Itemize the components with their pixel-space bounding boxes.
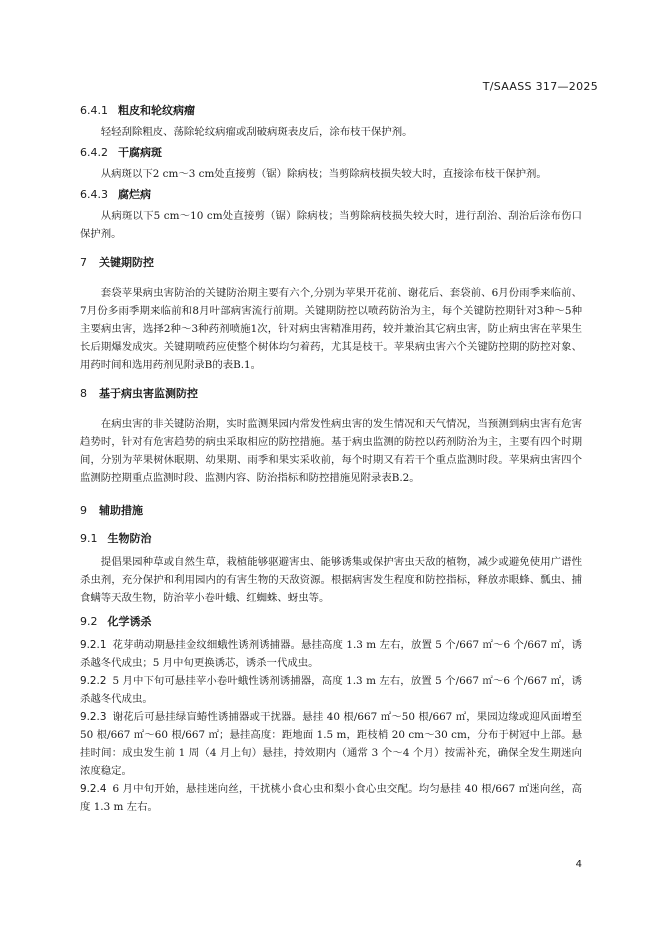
heading-number: 9.2 (80, 615, 98, 628)
item-number: 9.2.4 (80, 783, 107, 795)
item-number: 9.2.1 (80, 639, 107, 651)
list-item-9-2-4 (80, 780, 582, 816)
heading-title: 辅助措施 (99, 504, 143, 517)
heading-number: 6.4.3 (80, 188, 108, 201)
heading-number: 9.1 (80, 532, 98, 545)
page-number: 4 (575, 859, 582, 870)
heading-6-4-3 (80, 187, 582, 202)
item-text: 花芽萌动期悬挂金纹细蛾性诱剂诱捕器。悬挂高度 1.3 m 左右，放置 5 个/667 ㎡～6 个/667 ㎡，诱杀越冬代成虫；5 月中旬更换诱芯，诱杀一代成虫。 (80, 639, 582, 669)
heading-title: 化学诱杀 (107, 615, 152, 628)
paragraph-6-4-2: 从病斑以下2 cm～3 cm处直接剪（锯）除病枝；当剪除病枝损失较大时，直接涂布枝干保护剂。 (100, 168, 547, 180)
paragraph-8: 在病虫害的非关键防治期，实时监测果园内常发性病虫害的发生情况和天气情况，当预测到病虫害有危害趋势时，针对有危害趋势的病虫采取相应的防控措施。基于病虫监测的防控以药剂防治为主，主要有四个时期间，分别为苹果树休眠期、幼果期、雨季和果实采收前，每个时期又有若干个重点监测时段。苹果病虫害四个监测防控期重点监测时段、监测内容、防治指标和防控措施见附录表B.2。 (80, 418, 582, 484)
heading-9-1 (80, 531, 582, 546)
heading-number: 9 (80, 504, 87, 517)
heading-number: 7 (80, 256, 87, 269)
heading-title: 生物防治 (107, 532, 152, 545)
paragraph-6-4-1: 轻轻刮除粗皮、荡除轮纹病瘤或刮破病斑表皮后，涂布枝干保护剂。 (100, 126, 413, 138)
document-body (80, 103, 582, 816)
paragraph-6-4-3: 从病斑以下5 cm～10 cm处直接剪（锯）除病枝；当剪除病枝损失较大时，进行刮治、刮治后涂布伤口保护剂。 (80, 210, 582, 240)
list-item-9-2-1 (80, 636, 582, 672)
heading-number: 8 (80, 387, 87, 400)
paragraph-7: 套袋苹果病虫害防治的关键防治期主要有六个,分别为苹果开花前、谢花后、套袋前、6月份雨季来临前、7月份多雨季期来临前和8月叶部病害流行前期。关键期防控以喷药防治为主，每个关键防控期针对3种～5种主要病虫害，选择2种～3种药剂喷施1次，针对病虫害精准用药，较并兼治其它病虫害，防止病虫害在苹果生长后期爆发成灾。关键期喷药应使整个树体均匀着药，尤其是枝干。苹果病虫害六个关键防控期的防控对象、用药时间和选用药剂见附录B的表B.1。 (80, 287, 582, 371)
item-text: 谢花后可悬挂绿盲蝽性诱捕器或干扰器。悬挂 40 根/667 ㎡～50 根/667 ㎡，果园边缘或迎风面增至 50 根/667 ㎡～60 根/667 ㎡；悬挂高度：距地面 1.5 m，距枝梢 20 cm～30 cm，分布于树冠中上部。悬挂时间：成虫发生前 1 周（4 月上旬）悬挂，持效期内（通常 3 个～4 个月）按需补充，确保全发生期迷向浓度稳定。 (80, 711, 582, 777)
heading-title: 干腐病斑 (118, 146, 162, 159)
heading-number: 6.4.1 (80, 104, 108, 117)
item-text: 6 月中旬开始，悬挂迷向丝，干扰桃小食心虫和梨小食心虫交配。均匀悬挂 40 根/667 ㎡迷向丝，高度 1.3 m 左右。 (80, 783, 582, 813)
list-item-9-2-3 (80, 708, 582, 780)
item-number: 9.2.3 (80, 711, 107, 723)
heading-number: 6.4.2 (80, 146, 108, 159)
heading-title: 粗皮和轮纹病瘤 (118, 104, 195, 117)
item-number: 9.2.2 (80, 675, 107, 687)
document-code: T/SAASS 317—2025 (482, 80, 598, 93)
heading-9 (80, 503, 582, 518)
heading-8 (80, 386, 582, 401)
heading-title: 关键期防控 (99, 256, 154, 269)
heading-7 (80, 255, 582, 270)
heading-title: 腐烂病 (118, 188, 151, 201)
item-text: 5 月中下旬可悬挂苹小卷叶蛾性诱剂诱捕器，高度 1.3 m 左右，放置 5 个/667 ㎡～6 个/667 ㎡，诱杀越冬代成虫。 (80, 675, 582, 705)
paragraph-9-1: 提倡果园种草或自然生草，栽植能够驱避害虫、能够诱集或保护害虫天敌的植物，减少或避免使用广谱性杀虫剂，充分保护和利用园内的有害生物的天敌资源。根据病害发生程度和防控指标，释放赤眼蜂、瓢虫、捕食螨等天敌生物，防治苹小卷叶蛾、红蜘蛛、蚜虫等。 (80, 556, 582, 604)
list-item-9-2-2 (80, 672, 582, 708)
heading-9-2 (80, 614, 582, 629)
heading-title: 基于病虫害监测防控 (99, 387, 198, 400)
heading-6-4-1 (80, 103, 582, 118)
heading-6-4-2 (80, 145, 582, 160)
